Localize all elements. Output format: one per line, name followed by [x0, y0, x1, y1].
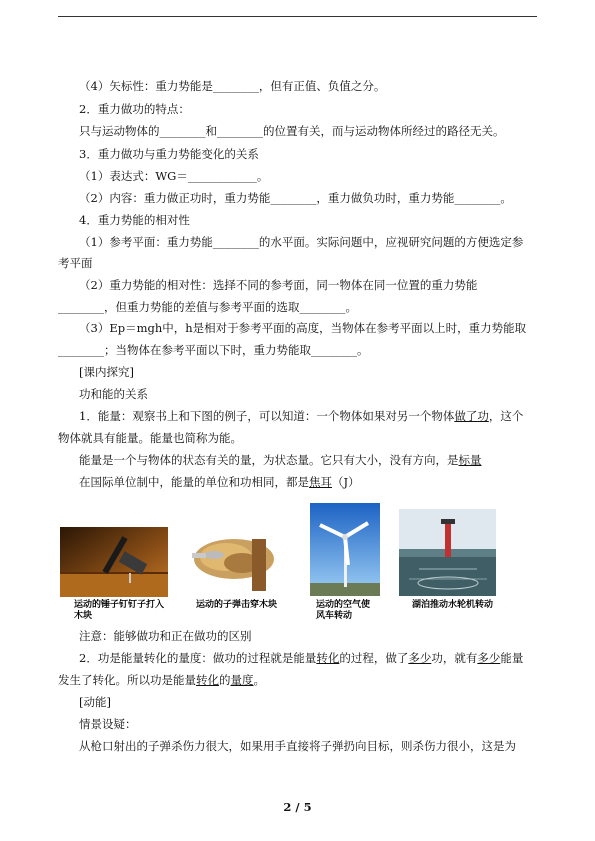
page-number: 2 / 5	[283, 800, 312, 814]
section-heading: 功和能的关系	[79, 387, 148, 401]
underlined-answer: 多少	[477, 651, 501, 665]
text-line: 情景设疑：	[79, 717, 137, 731]
image-caption: 湖泊推动水轮机转动	[412, 600, 494, 610]
text-segment: （J）	[332, 475, 360, 489]
text-line	[58, 672, 265, 688]
text-segment: 的过程，做了	[339, 651, 409, 665]
text-line: （1）表达式：WG＝____________。	[79, 169, 269, 183]
text-line: 2．重力做功的特点：	[79, 102, 190, 116]
image-caption: 运动的子弹击穿木块	[196, 600, 278, 610]
text-segment: 功，就有	[431, 651, 478, 665]
text-line	[79, 474, 360, 490]
underlined-answer: 标量	[458, 453, 482, 467]
text-line: （4）矢标性：重力势能是________，但有正值、负值之分。	[79, 79, 386, 93]
text-line: （2）重力势能的相对性：选择不同的参考面，同一物体在同一位置的重力势能	[79, 278, 478, 292]
text-line: ________，但重力势能的差值与参考平面的选取________。	[58, 300, 357, 314]
image-caption: 运动的锤子钉钉子打入木块	[74, 600, 165, 621]
text-line: （1）参考平面：重力势能________的水平面。实际问题中，应视研究问题的方便选定参	[79, 235, 524, 249]
text-segment: 能量	[500, 651, 524, 665]
underlined-answer: 焦耳	[309, 475, 332, 489]
text-segment: 在国际单位制中，能量的单位和功相同，都是	[79, 475, 309, 489]
text-segment: ，这个	[488, 409, 524, 423]
underlined-answer: 做了功	[454, 409, 489, 423]
text-segment: 1．能量：观察书上和下图的例子，可以知道：一个物体如果对另一个物体	[79, 409, 455, 423]
underlined-answer: 量度	[230, 673, 254, 687]
text-segment: 发生了转化。所以功是能量	[58, 673, 196, 687]
text-line: ________；当物体在参考平面以下时，重力势能取________。	[58, 343, 369, 357]
text-line	[79, 650, 523, 666]
text-line: 注意：能够做功和正在做功的区别	[79, 629, 252, 643]
water-turbine-image	[399, 509, 496, 596]
image-caption: 运动的空气使风车转动	[316, 600, 371, 621]
text-segment: 。	[253, 673, 265, 687]
text-line: 考平面	[58, 256, 93, 270]
text-segment: 的	[219, 673, 231, 687]
text-line: 4．重力势能的相对性	[79, 213, 190, 227]
section-heading: [课内探究]	[79, 365, 134, 379]
bullet-wood-image	[186, 529, 292, 595]
text-line	[79, 408, 523, 424]
text-line: 物体就具有能量。能量也简称为能。	[58, 431, 242, 445]
text-segment: 2．功是能量转化的量度：做功的过程就是能量	[79, 651, 317, 665]
windmill-image	[310, 503, 380, 596]
header-rule	[58, 16, 537, 17]
text-line: 3．重力做功与重力势能变化的关系	[79, 147, 259, 161]
text-line: 只与运动物体的________和________的位置有关，而与运动物体所经过的路径无关。	[79, 124, 505, 138]
section-heading: [动能]	[79, 695, 111, 709]
underlined-answer: 转化	[316, 651, 340, 665]
text-line	[79, 452, 482, 468]
underlined-answer: 转化	[196, 673, 219, 687]
text-line: （3）Ep＝mgh中，h是相对于参考平面的高度，当物体在参考平面以上时，重力势能取	[79, 321, 527, 335]
text-line: （2）内容：重力做正功时，重力势能________，重力做负功时，重力势能________。	[79, 191, 512, 205]
text-segment: 能量是一个与物体的状态有关的量，为状态量。它只有大小，没有方向，是	[79, 453, 459, 467]
text-line: 从枪口射出的子弹杀伤力很大，如果用手直接将子弹扔向目标，则杀伤力很小，这是为	[79, 739, 516, 753]
underlined-answer: 多少	[408, 651, 432, 665]
hammer-nail-image	[60, 527, 168, 597]
